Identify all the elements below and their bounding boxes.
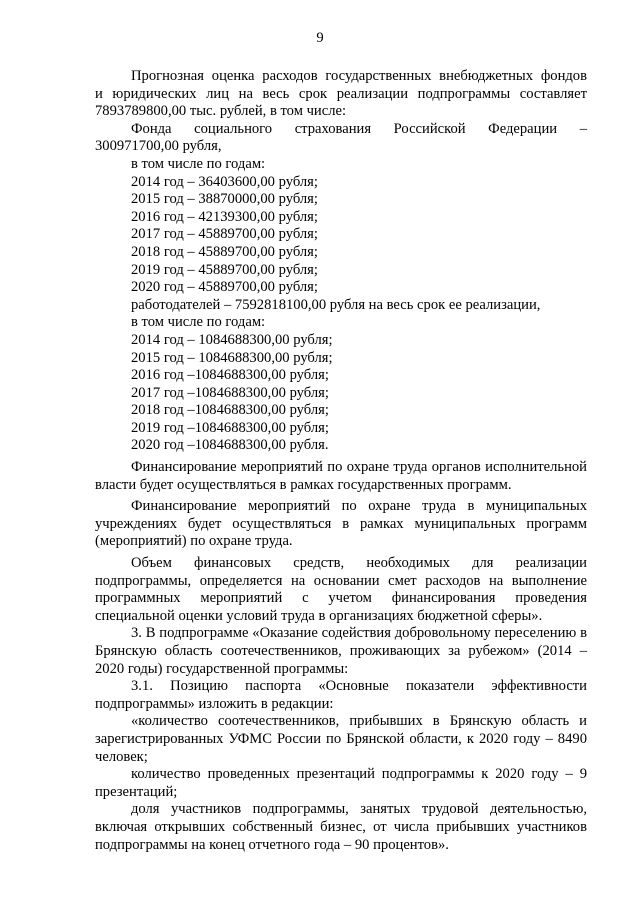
paragraph-subprogram-3: 3. В подпрограмме «Оказание содействия добровольному переселению в Брянскую область соотечественников, проживающих за рубежом» (2014 – 2020 годы) государственной программы: [95, 625, 587, 677]
employer-year-item: 2020 год –1084688300,00 рубля. [131, 437, 329, 454]
by-years-label: в том числе по годам: [131, 155, 266, 172]
employer-year-item: 2014 год – 1084688300,00 рубля; [131, 331, 333, 348]
page-number: 9 [316, 30, 324, 46]
employer-year-item: 2019 год –1084688300,00 рубля; [131, 419, 329, 436]
document-body [95, 68, 587, 854]
fss-word: Российской [393, 120, 466, 137]
fss-word: Фонда [131, 120, 172, 137]
employer-year-item: 2016 год –1084688300,00 рубля; [131, 367, 329, 384]
fss-word: Федерации [488, 120, 558, 137]
fss-year-item: 2018 год – 45889700,00 рубля; [131, 243, 318, 260]
fss-heading [95, 121, 587, 139]
fss-year-item: 2015 год – 38870000,00 рубля; [131, 191, 318, 208]
paragraph-municipal-funding: Финансирование мероприятий по охране труда в муниципальных учреждениях будет осуществляться в рамках муниципальных программ (мероприятий) по охране труда. [95, 498, 587, 550]
fss-year-item: 2017 год – 45889700,00 рубля; [131, 226, 318, 243]
fss-year-item: 2014 год – 36403600,00 рубля; [131, 173, 318, 190]
intro-line-3: 7893789800,00 тыс. рублей, в том числе: [95, 103, 347, 120]
fss-year-item: 2016 год – 42139300,00 рубля; [131, 208, 318, 225]
employer-year-item: 2017 год –1084688300,00 рубля; [131, 384, 329, 401]
paragraph-executive-funding: Финансирование мероприятий по охране труда органов исполнительной власти будет осуществляться в рамках государственных программ. [95, 459, 587, 493]
fss-word: социального [194, 120, 273, 137]
paragraph-compatriots-count: «количество соотечественников, прибывших в Брянскую область и зарегистрированных УФМС России по Брянской области, к 2020 году – 8490 человек; [95, 713, 587, 765]
paragraph-item-3-1: 3.1. Позицию паспорта «Основные показатели эффективности подпрограммы» изложить в редакции: [95, 678, 587, 712]
by-years-label-2: в том числе по годам: [131, 314, 266, 331]
fss-amount: 300971700,00 рубля, [95, 138, 222, 155]
paragraph-presentations-count: количество проведенных презентаций подпрограммы к 2020 году – 9 презентаций; [95, 766, 587, 800]
fss-year-item: 2019 год – 45889700,00 рубля; [131, 261, 318, 278]
paragraph-funding-volume: Объем финансовых средств, необходимых для реализации подпрограммы, определяется на основании смет расходов на выполнение программных мероприятий с учетом финансирования проведения специальной оценки условий труда в организациях бюджетной сферы». [95, 555, 587, 624]
fss-word: – [579, 120, 587, 137]
paragraph-employment-share: доля участников подпрограммы, занятых трудовой деятельностью, включая открывших собственный бизнес, от числа прибывших участников подпрограммы на конец отчетного года – 90 процентов». [95, 801, 587, 853]
employer-year-item: 2018 год –1084688300,00 рубля; [131, 402, 329, 419]
intro-line-1: Прогнозная оценка расходов государственных внебюджетных фондов [131, 68, 587, 84]
fss-year-item: 2020 год – 45889700,00 рубля; [131, 279, 318, 296]
intro-line-2: и юридических лиц на весь срок реализации подпрограммы составляет [95, 85, 587, 102]
employers-total: работодателей – 7592818100,00 рубля на весь срок ее реализации, [131, 296, 541, 313]
employer-year-item: 2015 год – 1084688300,00 рубля; [131, 349, 333, 366]
fss-word: страхования [294, 120, 372, 137]
